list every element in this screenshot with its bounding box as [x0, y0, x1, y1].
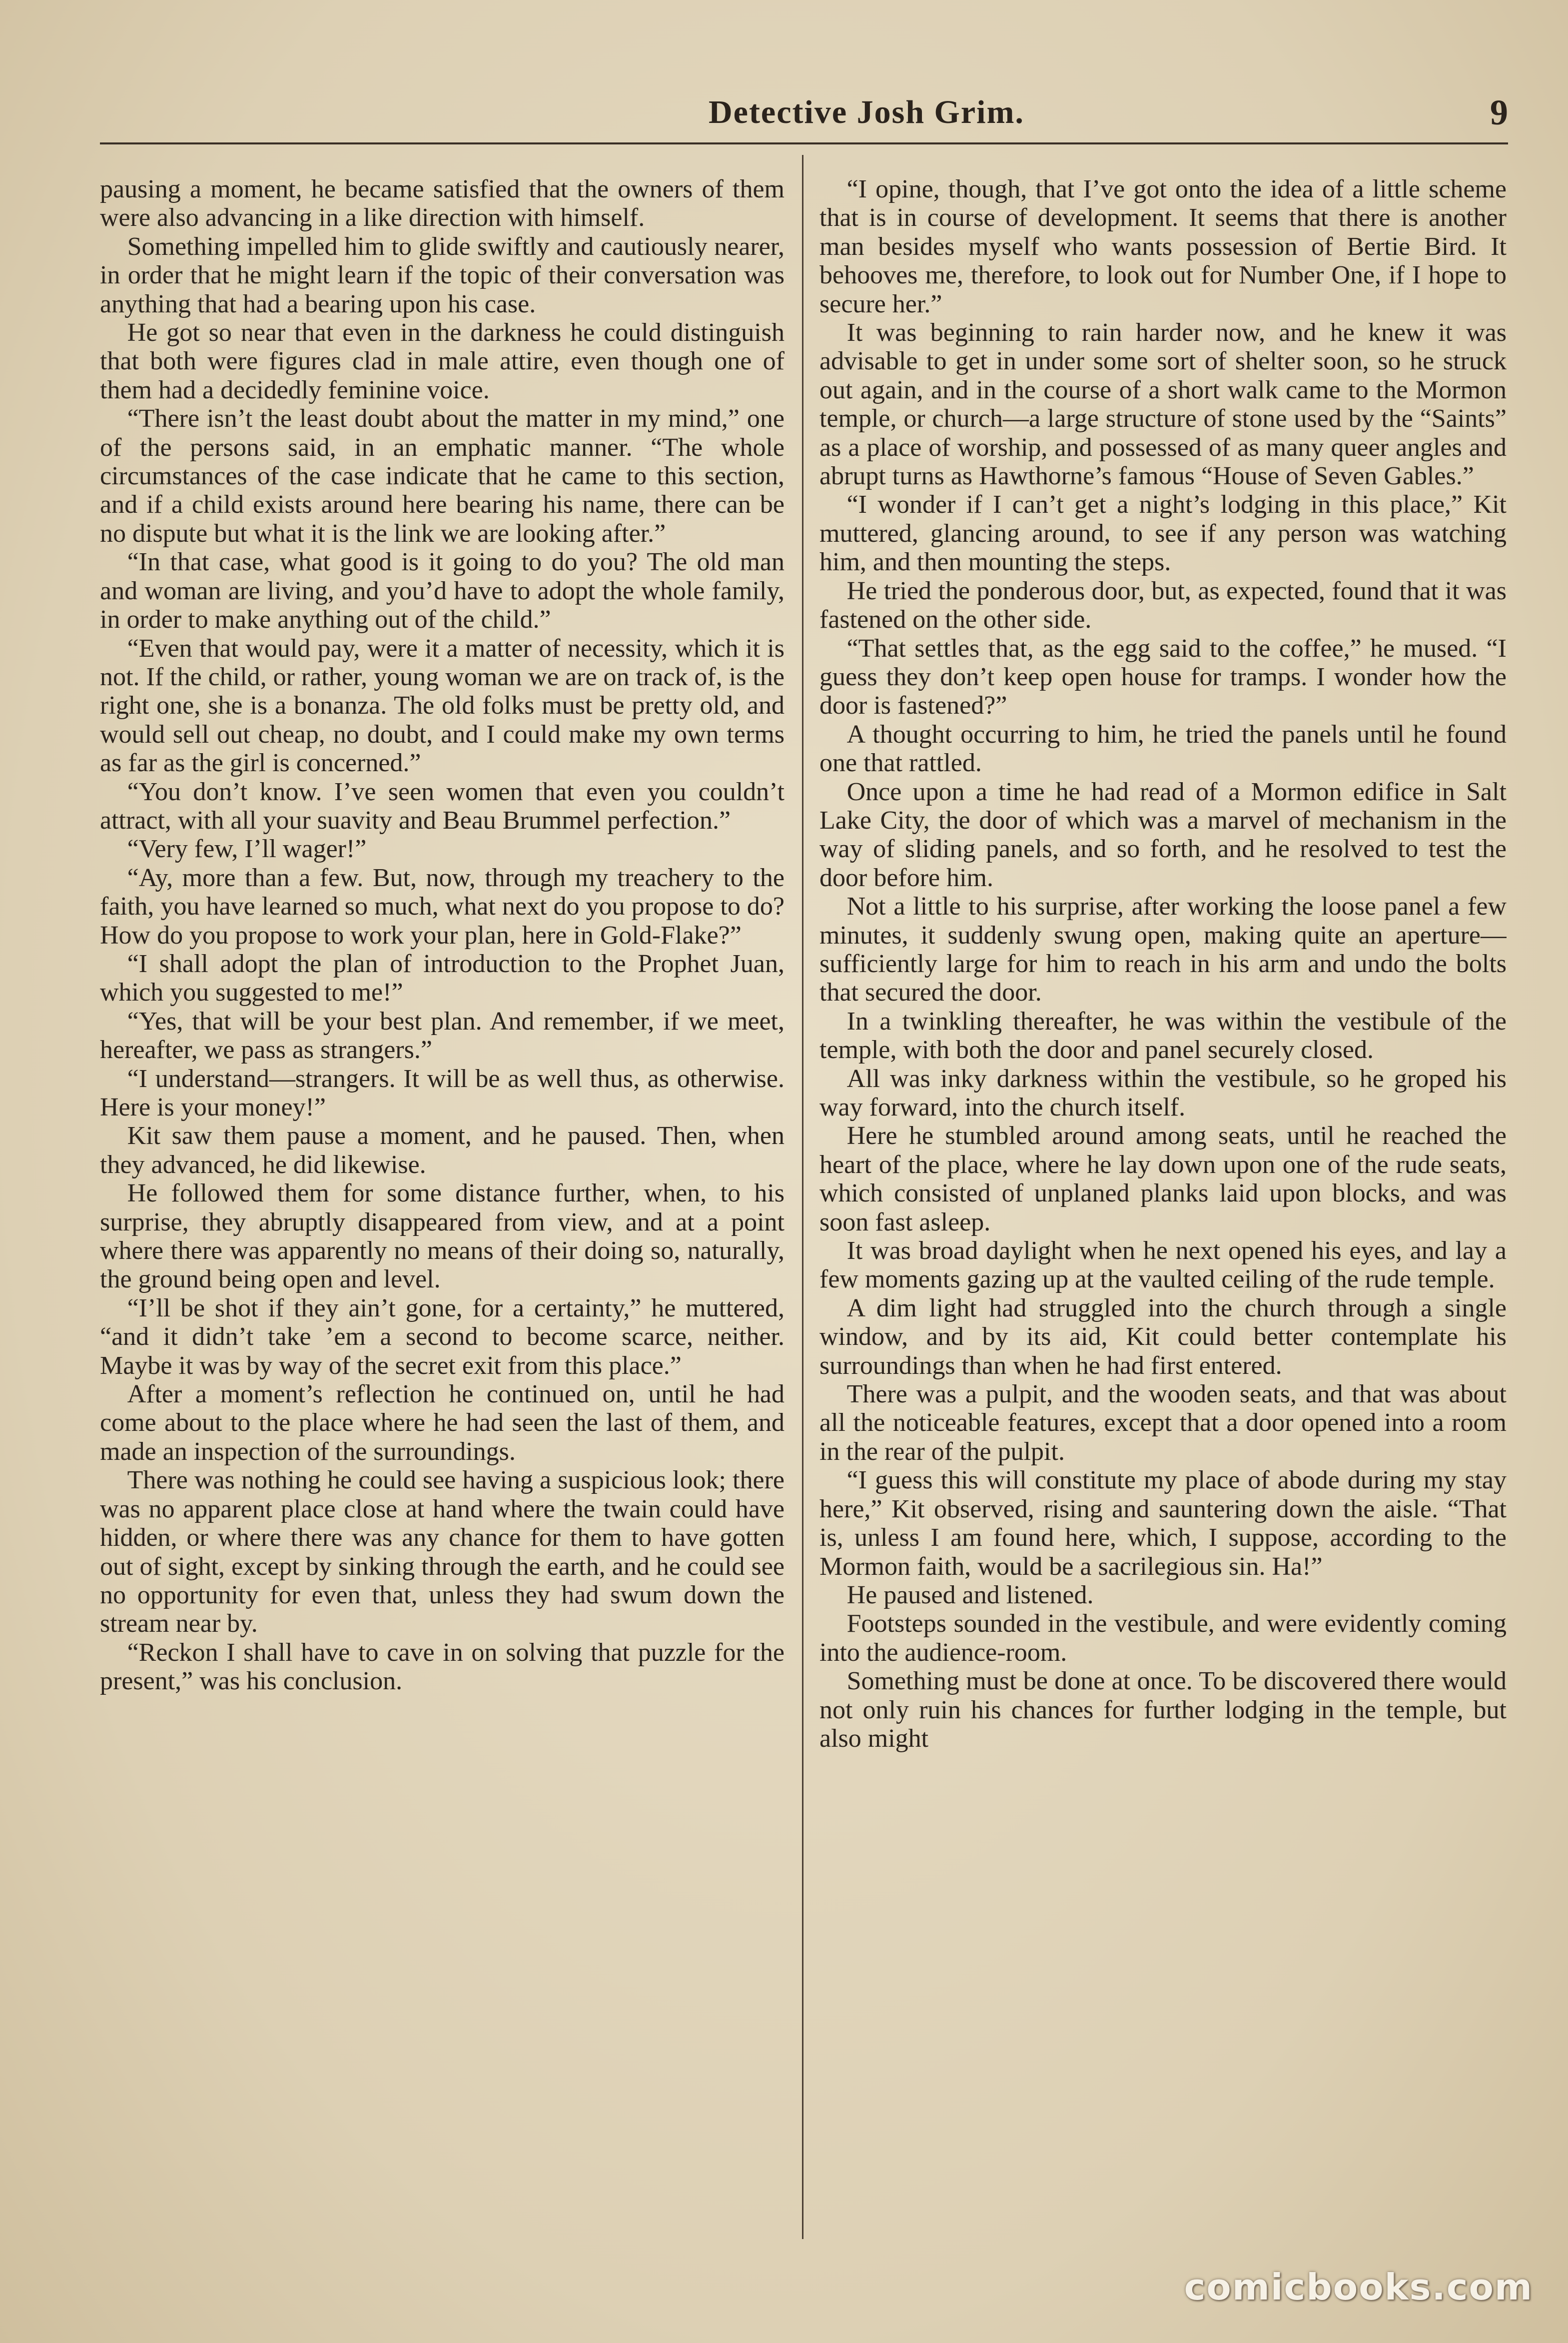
paragraph: Once upon a time he had read of a Mormon edifice in Salt Lake City, the door of which was a marvel of mechanism in the way of sliding panels, and so forth, and he resolved to test the door before him. [819, 777, 1507, 892]
paragraph: Something impelled him to glide swiftly and cautiously nearer, in order that he might learn if the topic of their conversation was anything that had a bearing upon his case. [100, 232, 784, 318]
paragraph: “There isn’t the least doubt about the matter in my mind,” one of the persons said, in an emphatic manner. “The whole circumstances of the case indicate that he came to this section, and if a child exists around here bearing his name, there can be no dispute but what it is the link we are looking after.” [100, 404, 784, 548]
column-divider [802, 155, 803, 2239]
page-header [100, 87, 1508, 144]
paragraph: All was inky darkness within the vestibule, so he groped his way forward, into the church itself. [819, 1064, 1507, 1122]
paragraph: It was broad daylight when he next opened his eyes, and lay a few moments gazing up at the vaulted ceiling of the rude temple. [819, 1236, 1507, 1294]
paragraph: “I opine, though, that I’ve got onto the idea of a little scheme that is in course of development. It seems that there is another man besides myself who wants possession of Bertie Bird. It behooves me, therefore, to look out for Number One, if I hope to secure her.” [819, 175, 1507, 318]
paragraph: Footsteps sounded in the vestibule, and were evidently coming into the audience-room. [819, 1609, 1507, 1667]
paragraph: “I understand—strangers. It will be as well thus, as otherwise. Here is your money!” [100, 1064, 784, 1122]
paragraph: He followed them for some distance further, when, to his surprise, they abruptly disappeared from view, and at a point where there was apparently no means of their doing so, naturally, the ground being open and level. [100, 1179, 784, 1294]
paragraph: There was a pulpit, and the wooden seats, and that was about all the noticeable features, except that a door opened into a room in the rear of the pulpit. [819, 1380, 1507, 1466]
paragraph: Not a little to his surprise, after working the loose panel a few minutes, it suddenly swung open, making quite an aperture—sufficiently large for him to reach in his arm and undo the bolts that secured the door. [819, 892, 1507, 1007]
paragraph: “In that case, what good is it going to do you? The old man and woman are living, and you’d have to adopt the whole family, in order to make anything out of the child.” [100, 548, 784, 634]
paragraph: “I wonder if I can’t get a night’s lodging in this place,” Kit muttered, glancing around, to see if any person was watching him, and then mounting the steps. [819, 490, 1507, 577]
paragraph: “Reckon I shall have to cave in on solving that puzzle for the present,” was his conclusion. [100, 1638, 784, 1696]
paragraph: In a twinkling thereafter, he was within the vestibule of the temple, with both the door and panel securely closed. [819, 1007, 1507, 1065]
paragraph: He got so near that even in the darkness he could distinguish that both were figures clad in male attire, even though one of them had a decidedly feminine voice. [100, 318, 784, 404]
paragraph: Here he stumbled around among seats, until he reached the heart of the place, where he lay down upon one of the rude seats, which consisted of unplaned planks laid upon blocks, and was soon fast asleep. [819, 1122, 1507, 1236]
paragraph: “That settles that, as the egg said to the coffee,” he mused. “I guess they don’t keep open house for tramps. I wonder how the door is fastened?” [819, 634, 1507, 720]
paragraph: It was beginning to rain harder now, and he knew it was advisable to get in under some sort of shelter soon, so he struck out again, and in the course of a short walk came to the Mormon temple, or church—a large structure of stone used by the “Saints” as a place of worship, and possessed of as many queer angles and abrupt turns as Hawthorne’s famous “House of Seven Gables.” [819, 318, 1507, 491]
paragraph: After a moment’s reflection he continued on, until he had come about to the place where he had seen the last of them, and made an inspection of the surroundings. [100, 1380, 784, 1466]
paragraph: “I shall adopt the plan of introduction to the Prophet Juan, which you suggested to me!” [100, 949, 784, 1007]
paragraph: There was nothing he could see having a suspicious look; there was no apparent place close at hand where the twain could have hidden, or where there was any chance for them to have gotten out of sight, except by sinking through the earth, and he could see no opportunity for even that, unless they had swum down the stream near by. [100, 1466, 784, 1638]
paragraph: Something must be done at once. To be discovered there would not only ruin his chances for further lodging in the temple, but also might [819, 1667, 1507, 1753]
left-column [100, 175, 784, 2259]
running-title: Detective Josh Grim. [709, 94, 1024, 130]
paragraph: “I’ll be shot if they ain’t gone, for a certainty,” he muttered, “and it didn’t take ’em a second to become scarce, neither. Maybe it was by way of the secret exit from this place.” [100, 1293, 784, 1380]
paragraph: Kit saw them pause a moment, and he paused. Then, when they advanced, he did likewise. [100, 1122, 784, 1179]
paragraph: He tried the ponderous door, but, as expected, found that it was fastened on the other side. [819, 576, 1507, 634]
paragraph: “You don’t know. I’ve seen women that even you couldn’t attract, with all your suavity and Beau Brummel perfection.” [100, 777, 784, 835]
paragraph: “I guess this will constitute my place of abode during my stay here,” Kit observed, rising and sauntering down the aisle. “That is, unless I am found here, which, I suppose, according to the Mormon faith, would be a sacrilegious sin. Ha!” [819, 1466, 1507, 1581]
paragraph: “Yes, that will be your best plan. And remember, if we meet, hereafter, we pass as strangers.” [100, 1007, 784, 1065]
paragraph: “Very few, I’ll wager!” [127, 835, 367, 864]
page-number: 9 [1490, 92, 1508, 132]
watermark: comicbooks.com [1184, 2266, 1533, 2308]
right-column [819, 175, 1507, 2259]
paragraph: pausing a moment, he became satisfied that the owners of them were also advancing in a like direction with himself. [100, 175, 784, 232]
paragraph: A thought occurring to him, he tried the panels until he found one that rattled. [819, 720, 1507, 778]
paragraph: “Even that would pay, were it a matter of necessity, which it is not. If the child, or rather, young woman we are on track of, is the right one, she is a bonanza. The old folks must be pretty old, and would sell out cheap, no doubt, and I could make my own terms as far as the girl is concerned.” [100, 634, 784, 778]
paragraph: A dim light had struggled into the church through a single window, and by its aid, Kit could better contemplate his surroundings than when he had first entered. [819, 1293, 1507, 1380]
paragraph: He paused and listened. [846, 1580, 1094, 1609]
paragraph: “Ay, more than a few. But, now, through my treachery to the faith, you have learned so much, what next do you propose to do? How do you propose to work your plan, here in Gold-Flake?” [100, 863, 784, 950]
